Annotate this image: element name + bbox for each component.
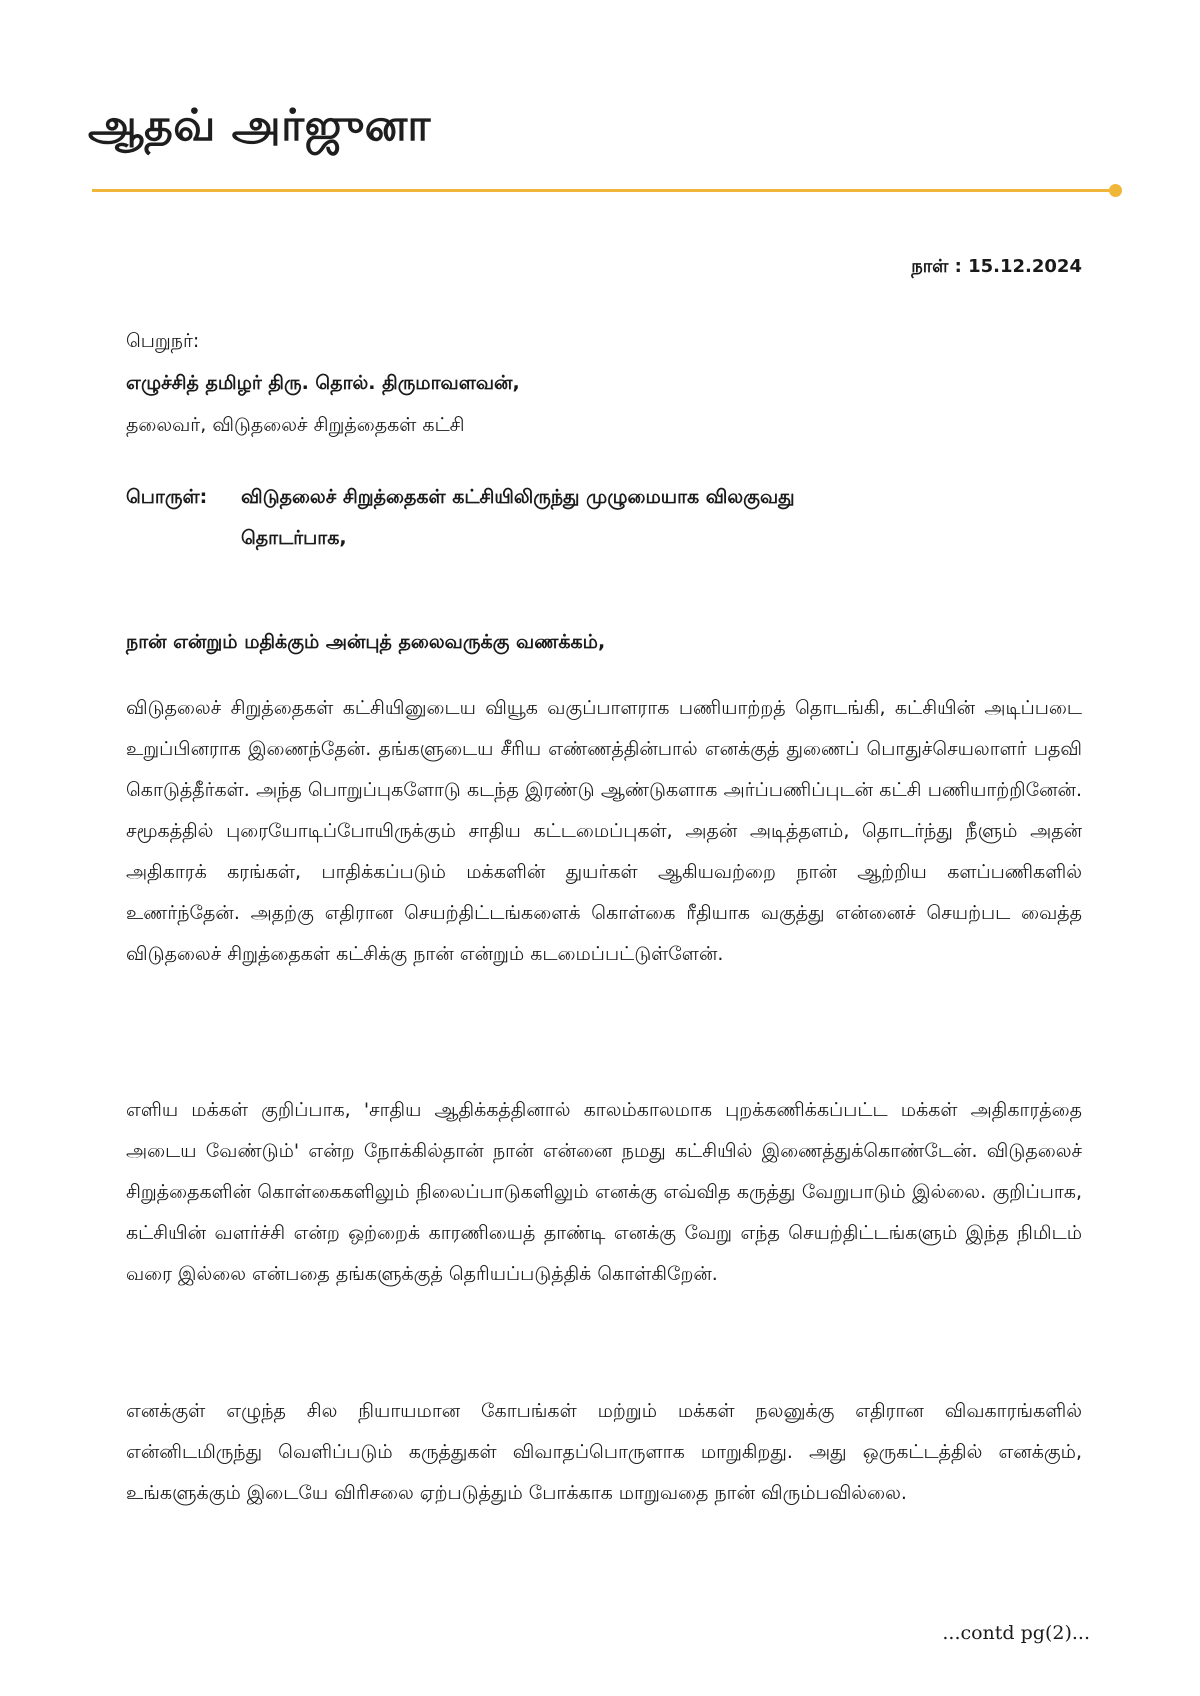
continuation-note: ...contd pg(2)...: [942, 1622, 1090, 1644]
body-paragraph-2: எளிய மக்கள் குறிப்பாக, 'சாதிய ஆதிக்கத்தினால் காலம்காலமாக புறக்கணிக்கப்பட்ட மக்கள் அதிகாரத்தை அடைய வேண்டும்' என்ற நோக்கில்தான் நான் என்னை நமது கட்சியில் இணைத்துக்கொண்டேன். விடுதலைச் சிறுத்தைகளின் கொள்கைகளிலும் நிலைப்பாடுகளிலும் எனக்கு எவ்வித கருத்து வேறுபாடும் இல்லை. குறிப்பாக, கட்சியின் வளர்ச்சி என்ற ஒற்றைக் காரணியைத் தாண்டி எனக்கு வேறு எந்த செயற்திட்டங்களும் இந்த நிமிடம் வரை இல்லை என்பதை தங்களுக்குத் தெரியப்படுத்திக் கொள்கிறேன்.: [126, 1099, 1082, 1285]
letter-date: நாள் : 15.12.2024: [911, 256, 1082, 277]
subject-label: பொருள்:: [126, 486, 208, 508]
header-rule-dot: [1109, 184, 1122, 197]
recipient-label: பெறுநர்:: [126, 330, 200, 352]
recipient-title: தலைவர், விடுதலைச் சிறுத்தைகள் கட்சி: [126, 414, 465, 436]
body-paragraph-1: விடுதலைச் சிறுத்தைகள் கட்சியினுடைய வியூக வகுப்பாளராக பணியாற்றத் தொடங்கி, கட்சியின் அடிப்படை உறுப்பினராக இணைந்தேன். தங்களுடைய சீரிய எண்ணத்தின்பால் எனக்குத் துணைப் பொதுச்செயலாளர் பதவி கொடுத்தீர்கள். அந்த பொறுப்புகளோடு கடந்த இரண்டு ஆண்டுகளாக அர்ப்பணிப்புடன் கட்சி பணியாற்றினேன். சமூகத்தில் புரையோடிப்போயிருக்கும் சாதிய கட்டமைப்புகள், அதன் அடித்தளம், தொடர்ந்து நீளும் அதன் அதிகாரக் கரங்கள், பாதிக்கப்படும் மக்களின் துயர்கள் ஆகியவற்றை நான் ஆற்றிய களப்பணிகளில் உணர்ந்தேன். அதற்கு எதிரான செயற்திட்டங்களைக் கொள்கை ரீதியாக வகுத்து என்னைச் செயற்பட வைத்த விடுதலைச் சிறுத்தைகள் கட்சிக்கு நான் என்றும் கடமைப்பட்டுள்ளேன்.: [126, 697, 1082, 965]
salutation: நான் என்றும் மதிக்கும் அன்புத் தலைவருக்கு வணக்கம்,: [126, 631, 606, 653]
letterhead-name: ஆதவ் அர்ஜுனா: [88, 100, 431, 151]
header-rule: [92, 189, 1116, 192]
body-paragraph-3: எனக்குள் எழுந்த சில நியாயமான கோபங்கள் மற்றும் மக்கள் நலனுக்கு எதிரான விவகாரங்களில் என்னிடமிருந்து வெளிப்படும் கருத்துகள் விவாதப்பொருளாக மாறுகிறது. அது ஒருகட்டத்தில் எனக்கும், உங்களுக்கும் இடையே விரிசலை ஏற்படுத்தும் போக்காக மாறுவதை நான் விரும்பவில்லை.: [126, 1400, 1082, 1504]
subject-line: [126, 486, 1082, 559]
subject-text: விடுதலைச் சிறுத்தைகள் கட்சியிலிருந்து முழுமையாக விலகுவது தொடர்பாக,: [241, 486, 795, 549]
recipient-name: எழுச்சித் தமிழர் திரு. தொல். திருமாவளவன்,: [126, 372, 520, 394]
